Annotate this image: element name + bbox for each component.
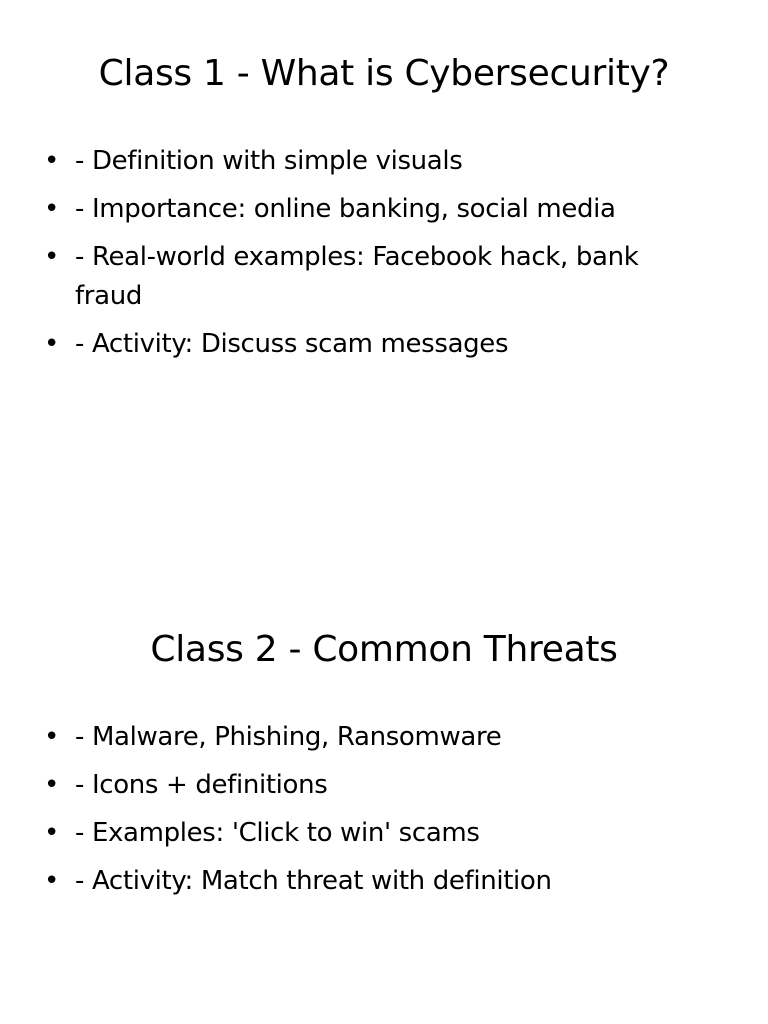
bullet-text: - Activity: Discuss scam messages [75, 329, 509, 359]
bullet-list [0, 718, 768, 910]
bullet-dot-icon: • [44, 242, 59, 272]
bullet-text: - Activity: Match threat with definition [75, 866, 552, 896]
bullet-item [0, 766, 768, 805]
slide-title: Class 2 - Common Threats [150, 629, 618, 670]
bullet-item [0, 862, 768, 901]
bullet-dot-icon: • [44, 866, 59, 896]
slide-class-1 [0, 46, 768, 359]
bullet-dot-icon: • [44, 818, 59, 848]
bullet-text: - Importance: online banking, social media [75, 194, 616, 224]
bullet-text: - Definition with simple visuals [75, 146, 463, 176]
bullet-item [0, 718, 768, 757]
bullet-item [0, 814, 768, 853]
bullet-list [0, 142, 768, 373]
bullet-dot-icon: • [44, 146, 59, 176]
bullet-text: - Examples: 'Click to win' scams [75, 818, 480, 848]
bullet-text: - Real-world examples: Facebook hack, bank fraud [75, 242, 639, 311]
bullet-dot-icon: • [44, 329, 59, 359]
bullet-dot-icon: • [44, 194, 59, 224]
bullet-text: - Icons + definitions [75, 770, 328, 800]
bullet-item [0, 325, 768, 364]
bullet-text: - Malware, Phishing, Ransomware [75, 722, 502, 752]
bullet-item [0, 142, 768, 181]
bullet-dot-icon: • [44, 770, 59, 800]
bullet-item [0, 190, 768, 229]
bullet-dot-icon: • [44, 722, 59, 752]
bullet-item [0, 238, 768, 316]
slide-class-2 [0, 622, 768, 896]
slide-title: Class 1 - What is Cybersecurity? [98, 53, 670, 94]
